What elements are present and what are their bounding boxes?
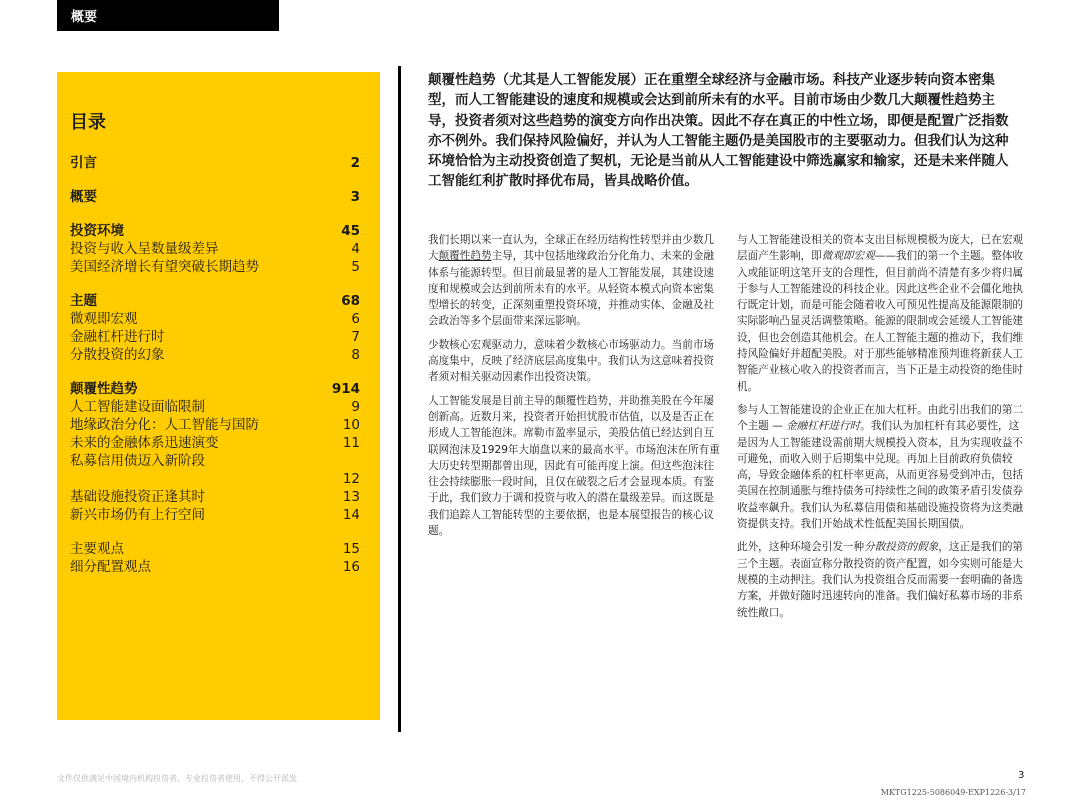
toc-entry[interactable] [70,346,360,364]
page-number: 3 [1018,770,1025,781]
toc-entry-label: 金融杠杆进行时 [70,329,165,345]
toc-entry-label: 主题 [70,293,97,309]
text-run: ，这正是我们的第三个主题。表面宣称分散投资的资产配置，如今实则可能是大规模的主动押注。我们认为投资组合反而需要一套明确的备选方案，并做好随时迅速转向的准备。我们偏好私募市场的非系统性敞口。 [737,541,1024,619]
toc-entry-label: 概要 [70,189,97,205]
toc-title: 目录 [70,112,106,133]
toc-entry-page: 16 [342,559,360,575]
toc-entry[interactable] [70,310,360,328]
paragraph [737,232,1029,395]
toc-entry-label: 投资与收入呈数量级差异 [70,241,219,257]
toc-entry-label: 细分配置观点 [70,559,151,575]
toc-entry-label: 未来的金融体系迅速演变 [70,435,219,451]
toc-entry-page: 4 [351,241,360,257]
toc-entry[interactable] [70,258,360,276]
toc-entry[interactable] [70,488,360,506]
toc-entry-page: 10 [342,417,360,433]
toc-entry-page: 11 [342,435,360,451]
toc-entry[interactable] [70,452,360,470]
toc-entry-label: 引言 [70,155,97,171]
toc-entry-page: 2 [350,155,360,171]
toc-group [70,540,360,576]
lead-paragraph: 颠覆性趋势（尤其是人工智能发展）正在重塑全球经济与金融市场。科技产业逐步转向资本密集型，而人工智能建设的速度和规模或会达到前所未有的水平。目前市场由少数几大颠覆性趋势主导，投资者须对这些趋势的演变方向作出决策。因此不存在真正的中性立场，即便是配置广泛指数亦不例外。我们保持风险偏好，并认为人工智能主题仍是美国股市的主要驱动力。但我们认为这种环境恰恰为主动投资创造了契机，无论是当前从人工智能建设中筛选赢家和输家，还是未来伴随人工智能红利扩散时择优布局，皆具战略价值。 [428,72,1009,190]
toc-entry[interactable] [70,240,360,258]
table-of-contents [57,72,380,720]
toc-entry-page: 914 [331,381,360,397]
toc-entry-label: 美国经济增长有望突破长期趋势 [70,259,259,275]
vertical-divider [398,66,401,732]
body-column-left [428,232,720,546]
toc-entry-label: 基础设施投资正逢其时 [70,489,205,505]
disruptive-trends-link[interactable]: 颠覆性趋势 [438,250,492,263]
toc-entry-page: 9 [351,399,360,415]
paragraph [428,232,720,330]
toc-entry-label: 投资环境 [70,223,124,239]
toc-group [70,154,360,172]
toc-entry-label: 私募信用债迈入新阶段 [70,453,205,469]
text-run: 参与人工智能建设的企业正在加大杠杆。由此引出我们的第二个主题 — [737,403,1024,433]
theme-emphasis: 金融杠杆进行时 [786,420,861,433]
text-run: 主导，其中包括地缘政治分化角力、未来的金融体系与能源转型。但目前最显著的是人工智能发展，其建设速度和规模或会达到前所未有的水平。从轻资本模式向资本密集型增长的转变，正深刻重塑投资环境，并推动实体、金融及社会政治等多个层面带来深远影响。 [428,250,715,328]
toc-entry[interactable] [70,154,360,172]
text-run: ——我们的第一个主题。整体收入或能证明这笔开支的合理性，但目前尚不清楚有多少将归属于参与人工智能建设的科技企业。因此这些企业不会僵化地执行既定计划，而是可能会随着收入可预见性提高及能源限制的实际影响凸显灵活调整策略。能源的限制或会延缓人工智能建设，但也会创造其他机会。在人工智能主题的推动下，我们维持风险偏好并超配美股。对于那些能够精准预判谁将新获人工智能产业核心收入的投资者而言，当下正是主动投资的绝佳时机。 [737,250,1024,393]
toc-group [70,292,360,364]
toc-entry[interactable] [70,222,360,240]
footer-disclaimer: 文件仅供满足中国境内机构投资者、专业投资者使用，不得公开派发 [57,774,297,783]
section-tab-label: 概要 [71,10,98,25]
toc-entry[interactable] [70,398,360,416]
toc-entry-page: 14 [342,507,360,523]
toc-entry-label: 微观即宏观 [70,311,138,327]
toc-group [70,222,360,276]
toc-entry[interactable] [70,470,360,488]
toc-entry-label: 分散投资的幻象 [70,347,165,363]
toc-entry-label: 颠覆性趋势 [70,381,138,397]
toc-entry-label: 人工智能建设面临限制 [70,399,205,415]
toc-entry-label: 主要观点 [70,541,124,557]
toc-entry[interactable] [70,292,360,310]
toc-entry-page: 3 [350,189,360,205]
toc-entry-page: 5 [351,259,360,275]
toc-entry-page: 12 [342,471,360,487]
toc-entry-page: 6 [351,311,360,327]
document-code: MKTG1225-5086049-EXP1226-3/17 [880,788,1026,797]
toc-entry[interactable] [70,188,360,206]
toc-entry[interactable] [70,328,360,346]
paragraph: 人工智能发展是目前主导的颠覆性趋势，并助推美股在今年屡创新高。近数月来，投资者开始担忧股市估值，以及是否正在形成人工智能泡沫。席勒市盈率显示，美股估值已经达到自互联网泡沫及1929年大崩盘以来的最高水平。市场泡沫在所有重大历史转型期都曾出现，因此有可能再度上演。但这些泡沫往往会持续膨胀一段时间，且仅在破裂之后才会显现本质。有鉴于此，我们致力于调和投资与收入的潜在量级差异。而这既是我们追踪人工智能转型的主要依据，也是本展望报告的核心议题。 [428,394,720,538]
toc-groups [70,154,360,576]
toc-entry-page: 15 [342,541,360,557]
toc-entry-page: 68 [341,293,360,309]
text-run: 。我们认为加杠杆有其必要性，这是因为人工智能建设需前期大规模投入资本，且为实现收益不可避免，而收入则于后期集中兑现。再加上目前政府负债较高，导致金融体系的杠杆率更高，从而更容易受到冲击，包括美国在控制通胀与维持债务可持续性之间的政策矛盾引发债券收益率飙升。我们认为私募信用债和基础设施投资将为这类融资提供支持。我们开始战术性低配美国长期国债。 [737,420,1024,531]
text-run: 此外，这种环境会引发一种 [737,541,865,554]
body-column-right [737,232,1029,628]
toc-entry-label: 地缘政治分化：人工智能与国防 [70,417,259,433]
toc-entry[interactable] [70,434,360,452]
toc-entry[interactable] [70,380,360,398]
paragraph: 少数核心宏观驱动力，意味着少数核心市场驱动力。当前市场高度集中，反映了经济底层高度集中。我们认为这意味着投资者须对相关驱动因素作出投资决策。 [428,338,715,384]
toc-group [70,380,360,524]
toc-entry-label: 新兴市场仍有上行空间 [70,507,205,523]
toc-entry-page: 45 [341,223,360,239]
paragraph [737,402,1029,532]
theme-emphasis: 微观即宏观 [821,250,875,263]
text-run: 我们长期以来一直认为，全球正在经历结构性转型并由少数几大 [428,234,715,263]
toc-entry[interactable] [70,540,360,558]
toc-entry-page: 8 [351,347,360,363]
theme-emphasis: 分散投资的假象 [864,541,939,554]
toc-group [70,188,360,206]
paragraph [737,539,1029,620]
toc-entry[interactable] [70,558,360,576]
text-run: 与人工智能建设相关的资本支出目标规模极为庞大，已在宏观层面产生影响，即 [737,234,1024,263]
toc-entry-page: 7 [351,329,360,345]
toc-entry[interactable] [70,416,360,434]
toc-entry-page: 13 [342,489,360,505]
section-tab [57,0,279,31]
toc-entry[interactable] [70,506,360,524]
